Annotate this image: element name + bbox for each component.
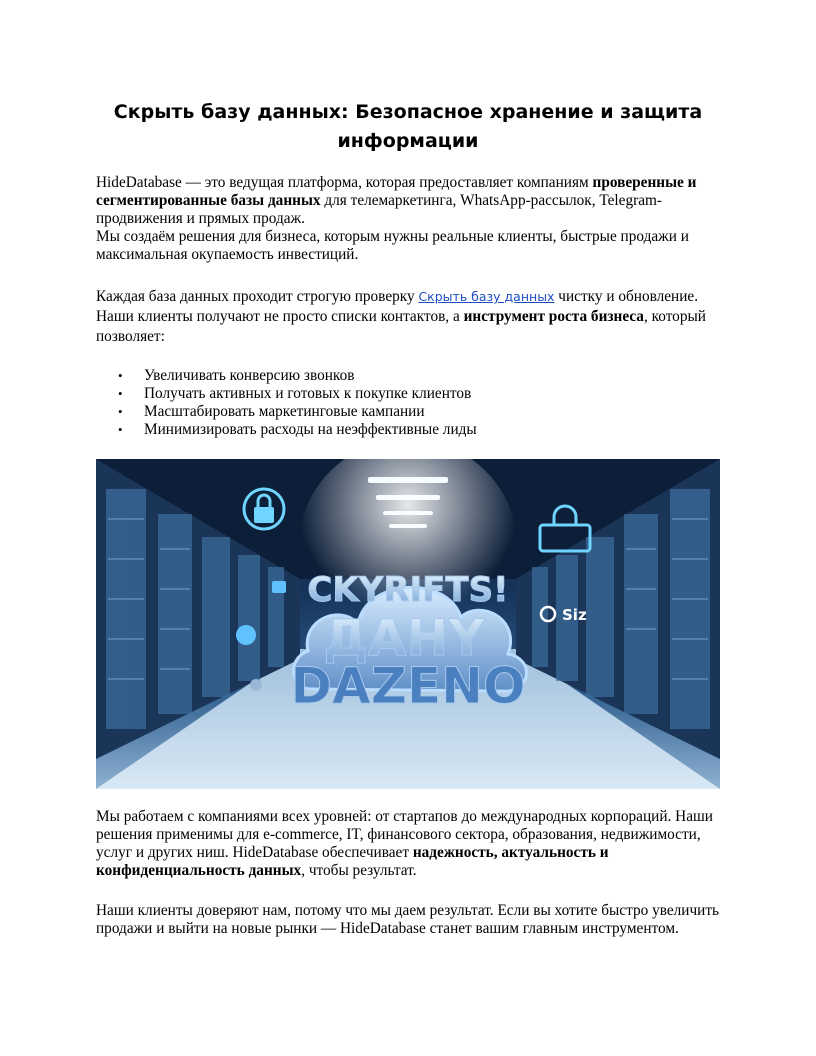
- hero-line-3: DAZENO: [290, 657, 526, 715]
- intro-text-3: Мы создаём решения для бизнеса, которым нужны реальные клиенты, быстрые продажи и максимальная окупаемость инвестиций.: [96, 228, 689, 263]
- siz-badge-label: Siz: [562, 606, 587, 624]
- hide-database-link[interactable]: Скрыть базу данных: [418, 289, 555, 304]
- list-item: • Масштабировать маркетинговые кампании: [118, 403, 425, 420]
- hero-image: [96, 459, 720, 789]
- bullet-icon: •: [118, 386, 123, 401]
- intro-paragraph: [96, 174, 720, 264]
- check-paragraph: [96, 287, 720, 347]
- hero-line-2: ДАНY: [323, 609, 485, 667]
- hero-line-1: CKYRIFTS!: [307, 570, 509, 610]
- bullet-icon: •: [118, 404, 123, 419]
- companies-paragraph: [96, 808, 720, 880]
- check-text-3: Наши клиенты получают не просто списки контактов, а: [96, 308, 464, 325]
- trust-paragraph: Наши клиенты доверяют нам, потому что мы даем результат. Если вы хотите быстро увеличить продажи и выйти на новые рынки — HideDatabase станет вашим главным инструментом.: [96, 902, 719, 937]
- companies-text-1: Мы работаем с компаниями всех уровней: от стартапов до международных корпораций. Наши решения применимы для e-commerce, IT, финансового сектора, образования, недвижимости, услуг и других ниш. HideDatabase обеспечивает: [96, 808, 713, 861]
- intro-text-1: HideDatabase — это ведущая платформа, которая предоставляет компаниям: [96, 174, 593, 191]
- companies-text-2: , чтобы результат.: [301, 862, 417, 879]
- benefits-list: [96, 367, 720, 439]
- list-item: • Минимизировать расходы на неэффективные лиды: [118, 421, 477, 438]
- intro-bold: проверенные и сегментированные базы данных: [96, 174, 697, 209]
- intro-text-2: для телемаркетинга, WhatsApp-рассылок, Telegram-продвижения и прямых продаж.: [96, 192, 662, 227]
- bullet-icon: •: [118, 368, 123, 383]
- server-room-illustration: [96, 459, 720, 789]
- check-text-4: , который позволяет:: [96, 308, 706, 345]
- check-bold: инструмент роста бизнеса: [463, 308, 644, 325]
- page-title: Скрыть базу данных: Безопасное хранение и защита информации: [113, 101, 703, 152]
- bullet-icon: •: [118, 422, 123, 437]
- list-item: • Получать активных и готовых к покупке клиентов: [118, 385, 472, 402]
- check-text-2: чистку и обновление.: [554, 288, 699, 305]
- check-text-1: Каждая база данных проходит строгую проверку: [96, 288, 419, 305]
- list-item: • Увеличивать конверсию звонков: [118, 367, 355, 384]
- companies-bold: надежность, актуальность и конфиденциальность данных: [96, 844, 609, 879]
